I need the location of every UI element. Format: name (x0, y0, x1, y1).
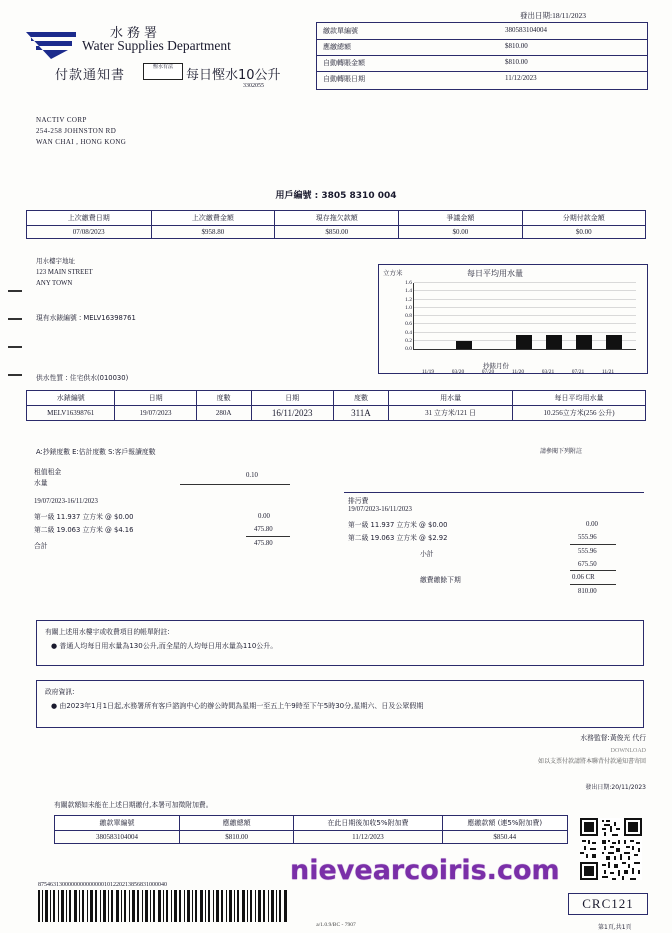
signature-code: DOWNLOAD (610, 748, 646, 754)
table-row (27, 226, 646, 239)
government-notes-title: 政府資訊: (45, 688, 75, 696)
chart-bar (546, 335, 562, 349)
col-instalment: 分期付款金額 (522, 211, 645, 226)
consumption-chart (378, 264, 648, 374)
cell-last-pay-amt: $958.80 (151, 226, 275, 239)
issue-date-label: 發出日期:18/11/2023 (520, 11, 586, 20)
col-consumption: 用水量 (389, 391, 513, 406)
account-number-line: 用戶編號 : 3805 8310 004 (275, 191, 397, 201)
chart-ytick-2: 0.4 (405, 329, 412, 336)
cell-consumption: 31 立方米/121 日 (389, 406, 513, 421)
chart-xtick: 03/21 (541, 369, 555, 375)
cell-instalment: $0.00 (522, 226, 645, 239)
water-label: 水量 (34, 479, 48, 487)
col-last-pay-amt: 上次繳費金額 (151, 211, 275, 226)
autopay-date-value: 11/12/2023 (505, 74, 537, 82)
cell-curr-date: 16/11/2023 (251, 406, 333, 421)
chart-bar (516, 335, 532, 349)
chart-ytick-5: 1.0 (405, 304, 412, 311)
col-daily-average: 每日平均用水量 (513, 391, 646, 406)
autopay-amount-label: 自動轉賬金額 (323, 59, 365, 67)
supply-address-line1: 123 MAIN STREET (36, 269, 93, 276)
chart-bar (456, 341, 472, 349)
col-sc-bill-no: 繳款單編號 (55, 816, 180, 831)
customer-address-line2: WAN CHAI , HONG KONG (36, 138, 127, 146)
footer-code: a/1.0.9/BC - 7907 (316, 922, 356, 928)
customer-address-line1: 254-258 JOHNSTON RD (36, 127, 117, 135)
chart-xaxis-label: 抄錶月份 (483, 362, 509, 370)
charges-total-label: 合計 (34, 542, 48, 550)
tier2-label: 第二級 19.063 立方米 @ $4.16 (34, 526, 134, 534)
col-last-pay-date: 上次繳費日期 (27, 211, 152, 226)
bill-notes-title: 有關上述用水樓宇或收費項目的帳單附註: (45, 628, 170, 636)
cell-sc-bill-no: 380583104004 (55, 831, 180, 844)
chart-ytick-7: 1.4 (405, 288, 412, 295)
bullet-dot: ● (51, 702, 60, 710)
qr-code-icon (580, 818, 642, 880)
charges-total-amount: 475.80 (254, 540, 273, 547)
table-header-row (27, 391, 646, 406)
bullet-text: 普通人均每日用水量為130公升,而全屋的人均每日用水量為110公升。 (59, 642, 278, 650)
cell-prev-date: 19/07/2023 (115, 406, 196, 421)
barcode-digits: 8754631300000000000000101220213856831000040 (38, 882, 167, 888)
sewage-tier1: 第一級 11.937 立方米 @ $0.00 (348, 521, 448, 529)
chart-title: 每日平均用水量 (467, 269, 523, 278)
sewage-title: 排污費 (348, 497, 369, 505)
tier1-amount: 0.00 (258, 513, 270, 520)
cell-daily-average: 10.256立方米(256 公升) (513, 406, 646, 421)
supply-address-label: 用水樓宇地址 (36, 257, 75, 265)
chart-xtick: 07/21 (571, 369, 585, 375)
chart-ytick-8: 1.6 (405, 280, 412, 286)
prev-balance-amount: 0.06 CR (572, 574, 595, 581)
page-number: 第1頁,共1頁 (598, 924, 632, 931)
surcharge-title: 有關款額如未能在上述日期繳付,本署可加徵附加費。 (54, 801, 213, 809)
table-row (27, 406, 646, 421)
final-amount: 810.00 (578, 588, 597, 595)
carry-amount: 675.50 (578, 561, 597, 568)
col-sc-total: 應繳總額 (179, 816, 293, 831)
bill-no-value: 380583104004 (505, 26, 547, 34)
bullet-text: 由2023年1月1日起,水務署所有客戶諮詢中心的辦公時間為星期一至五上午9時至下午5時30分,星期六、日及公眾假期 (59, 702, 424, 710)
customer-name: NACTIV CORP (36, 116, 87, 124)
sewage-tier1-amount: 0.00 (586, 521, 598, 528)
reading-legend: A:抄錶度數 E:估計度數 S:客戶報讀度數 (36, 448, 156, 456)
col-dispute: 爭議金額 (399, 211, 522, 226)
issue-date-footer: 發出日期:20/11/2023 (585, 784, 646, 791)
save-water-stamp: 慳水有法 (143, 63, 183, 80)
supply-nature-line: 供水性質 : 住宅供水(010030) (36, 374, 129, 382)
chart-ytick-6: 1.2 (405, 296, 412, 303)
col-arrears: 現存拖欠款額 (275, 211, 399, 226)
notice-title-cn: 付款通知書 (55, 68, 126, 83)
sewage-subtotal-amount: 555.96 (578, 548, 597, 555)
please-see-note: 請參閱下列附註 (540, 448, 583, 455)
col-sc-amount: 應繳款額 (連5%附加費) (442, 816, 567, 831)
cell-curr-reading: 311A (333, 406, 388, 421)
supply-address-block (36, 256, 93, 289)
rent-label: 租值租金 (34, 468, 62, 476)
surcharge-table (54, 815, 568, 844)
bill-notes-bullet (51, 641, 637, 652)
cell-sc-amount: $850.44 (442, 831, 567, 844)
col-meter-no: 水錶編號 (27, 391, 115, 406)
chart-ytick-0: 0.0 (405, 346, 412, 352)
bill-summary-box (316, 22, 648, 90)
watermark-text: nievearcoiris.com (290, 855, 560, 886)
bill-notes-box (36, 620, 644, 666)
total-due-value: $810.00 (505, 42, 528, 50)
cell-last-pay-date: 07/08/2023 (27, 226, 152, 239)
government-notes-box (36, 680, 644, 728)
col-prev-date: 日期 (115, 391, 196, 406)
chart-xtick: 11/20 (511, 369, 525, 375)
chart-xtick: 03/20 (451, 369, 465, 375)
cell-dispute: $0.00 (399, 226, 522, 239)
sewage-subtotal-label: 小計 (420, 550, 434, 558)
sewage-period: 19/07/2023-16/11/2023 (348, 506, 412, 513)
chart-xtick: 07/20 (481, 369, 495, 375)
chart-ytick-3: 0.6 (405, 321, 412, 328)
table-header-row (27, 211, 646, 226)
tier2-amount: 475.80 (254, 526, 273, 533)
bullet-dot: ● (51, 642, 60, 650)
chart-bar (576, 335, 592, 349)
meter-number-line: 現有水錶編號 : MELV16398761 (36, 314, 136, 322)
cell-sc-total: $810.00 (179, 831, 293, 844)
cell-arrears: $850.00 (275, 226, 399, 239)
wsd-logo-icon (22, 28, 80, 60)
water-value: 0.10 (246, 472, 258, 479)
total-due-label: 應繳總額 (323, 43, 351, 51)
col-sc-date: 在此日期後加收5%附加費 (294, 816, 442, 831)
crc-code: CRC121 (568, 893, 648, 915)
charge-period: 19/07/2023-16/11/2023 (34, 498, 98, 505)
col-curr-date: 日期 (251, 391, 333, 406)
chart-ytick-4: 0.8 (405, 313, 412, 319)
department-name-en: Water Supplies Department (82, 38, 231, 53)
autopay-amount-value: $810.00 (505, 58, 528, 66)
chart-xtick: 11/19 (421, 369, 435, 375)
department-name-cn: 水務署 (110, 26, 162, 41)
save-water-slogan: 每日慳水10公升 (186, 68, 281, 83)
form-subcode: 3302055 (243, 83, 264, 89)
chart-ytick-1: 0.2 (405, 337, 412, 344)
supply-address-line2: ANY TOWN (36, 280, 73, 287)
chart-bar (606, 335, 622, 349)
chart-unit-label: 立方米 (383, 269, 403, 277)
customer-address (36, 115, 126, 148)
meter-reading-table (26, 390, 646, 421)
table-header-row (55, 816, 568, 831)
bill-no-label: 繳款單編號 (323, 27, 358, 35)
payment-history-table (26, 210, 646, 239)
col-curr-reading: 度數 (333, 391, 388, 406)
cell-prev-reading: 280A (196, 406, 251, 421)
tier1-label: 第一級 11.937 立方米 @ $0.00 (34, 513, 134, 521)
cell-meter-no: MELV16398761 (27, 406, 115, 421)
government-notes-bullet (51, 701, 637, 712)
cell-sc-date: 11/12/2023 (294, 831, 442, 844)
signature-line: 水務監督:黃俊光 代行 (580, 734, 646, 742)
col-prev-reading: 度數 (196, 391, 251, 406)
barcode-icon (38, 890, 288, 922)
sewage-tier2-amount: 555.96 (578, 534, 597, 541)
sewage-tier2: 第二級 19.063 立方米 @ $2.92 (348, 534, 448, 542)
autopay-date-label: 自動轉賬日期 (323, 75, 365, 83)
cheque-note: 如以支票付款請將本聯背付款通知書寄回 (537, 758, 646, 765)
chart-xtick: 11/21 (601, 369, 615, 375)
table-row (55, 831, 568, 844)
prev-balance-label: 繳費繳餘下期 (420, 576, 461, 584)
